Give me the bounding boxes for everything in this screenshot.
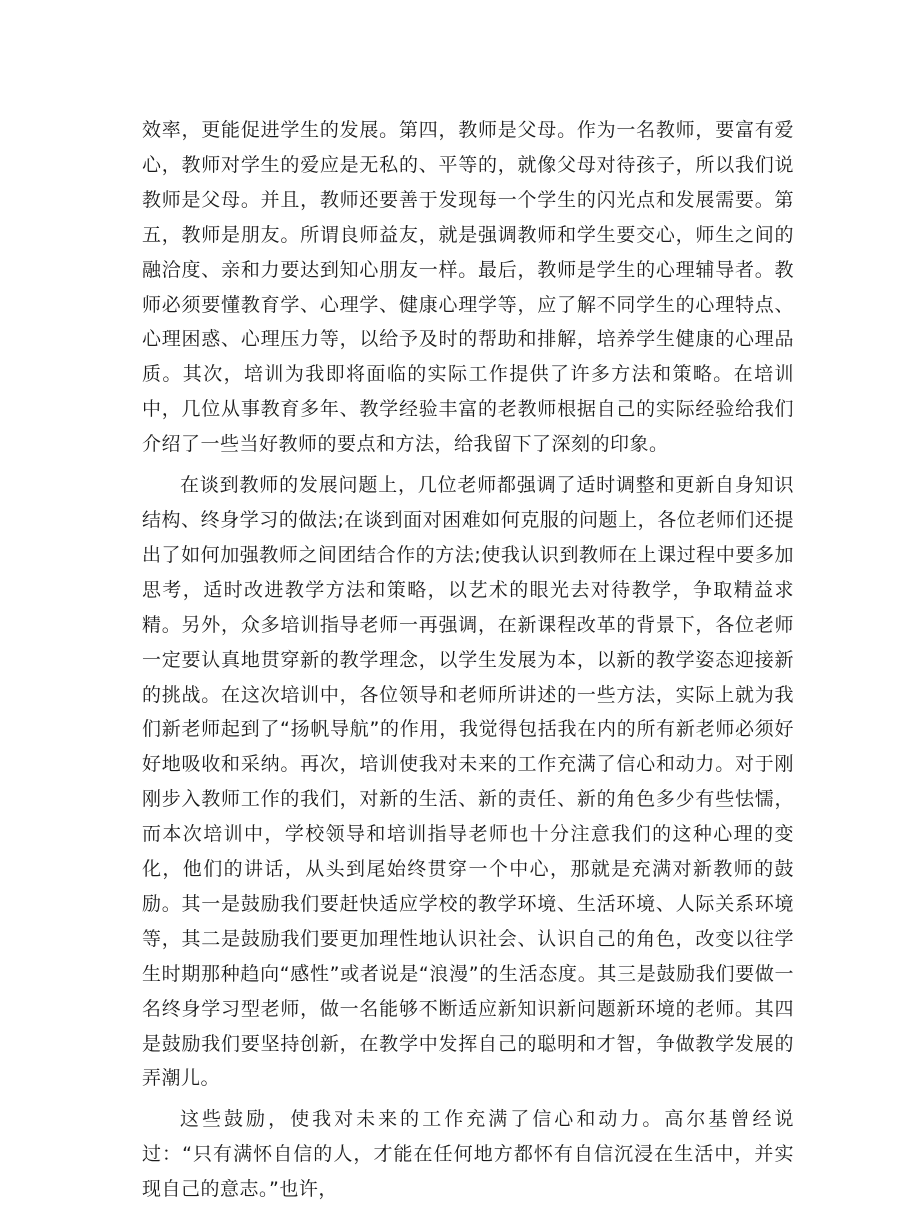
paragraph-3: 这些鼓励，使我对未来的工作充满了信心和动力。高尔基曾经说过：“只有满怀自信的人，才能在任何地方都怀有自信沉浸在生活中，并实现自己的意志。”也许，	[142, 1108, 794, 1201]
paragraph-1: 效率，更能促进学生的发展。第四，教师是父母。作为一名教师，要富有爱心，教师对学生的爱应是无私的、平等的，就像父母对待孩子，所以我们说教师是父母。并且，教师还要善于发现每一个学生的闪光点和发展需要。第五，教师是朋友。所谓良师益友，就是强调教师和学生要交心，师生之间的融洽度、亲和力要达到知心朋友一样。最后，教师是学生的心理辅导者。教师必须要懂教育学、心理学、健康心理学等，应了解不同学生的心理特点、心理困惑、心理压力等，以给予及时的帮助和排解，培养学生健康的心理品质。其次，培训为我即将面临的实际工作提供了许多方法和策略。在培训中，几位从事教育多年、教学经验丰富的老教师根据自己的实际经验给我们介绍了一些当好教师的要点和方法，给我留下了深刻的印象。	[142, 119, 794, 456]
paragraph-2: 在谈到教师的发展问题上，几位老师都强调了适时调整和更新自身知识结构、终身学习的做法;在谈到面对困难如何克服的问题上，各位老师们还提出了如何加强教师之间团结合作的方法;使我认识到教师在上课过程中要多加思考，适时改进教学方法和策略，以艺术的眼光去对待教学，争取精益求精。另外，众多培训指导老师一再强调，在新课程改革的背景下，各位老师一定要认真地贯穿新的教学理念，以学生发展为本，以新的教学姿态迎接新的挑战。在这次培训中，各位领导和老师所讲述的一些方法，实际上就为我们新老师起到了“扬帆导航”的作用，我觉得包括我在内的所有新老师必须好好地吸收和采纳。再次，培训使我对未来的工作充满了信心和动力。对于刚刚步入教师工作的我们，对新的生活、新的责任、新的角色多少有些怯懦，而本次培训中，学校领导和培训指导老师也十分注意我们的这种心理的变化，他们的讲话，从头到尾始终贯穿一个中心，那就是充满对新教师的鼓励。其一是鼓励我们要赶快适应学校的教学环境、生活环境、人际关系环境等，其二是鼓励我们要更加理性地认识社会、认识自己的角色，改变以往学生时期那种趋向“感性”或者说是“浪漫”的生活态度。其三是鼓励我们要做一名终身学习型老师，做一名能够不断适应新知识新问题新环境的老师。其四是鼓励我们要坚持创新，在教学中发挥自己的聪明和才智，争做教学发展的弄潮儿。	[142, 474, 794, 1090]
document-body	[142, 113, 794, 1207]
